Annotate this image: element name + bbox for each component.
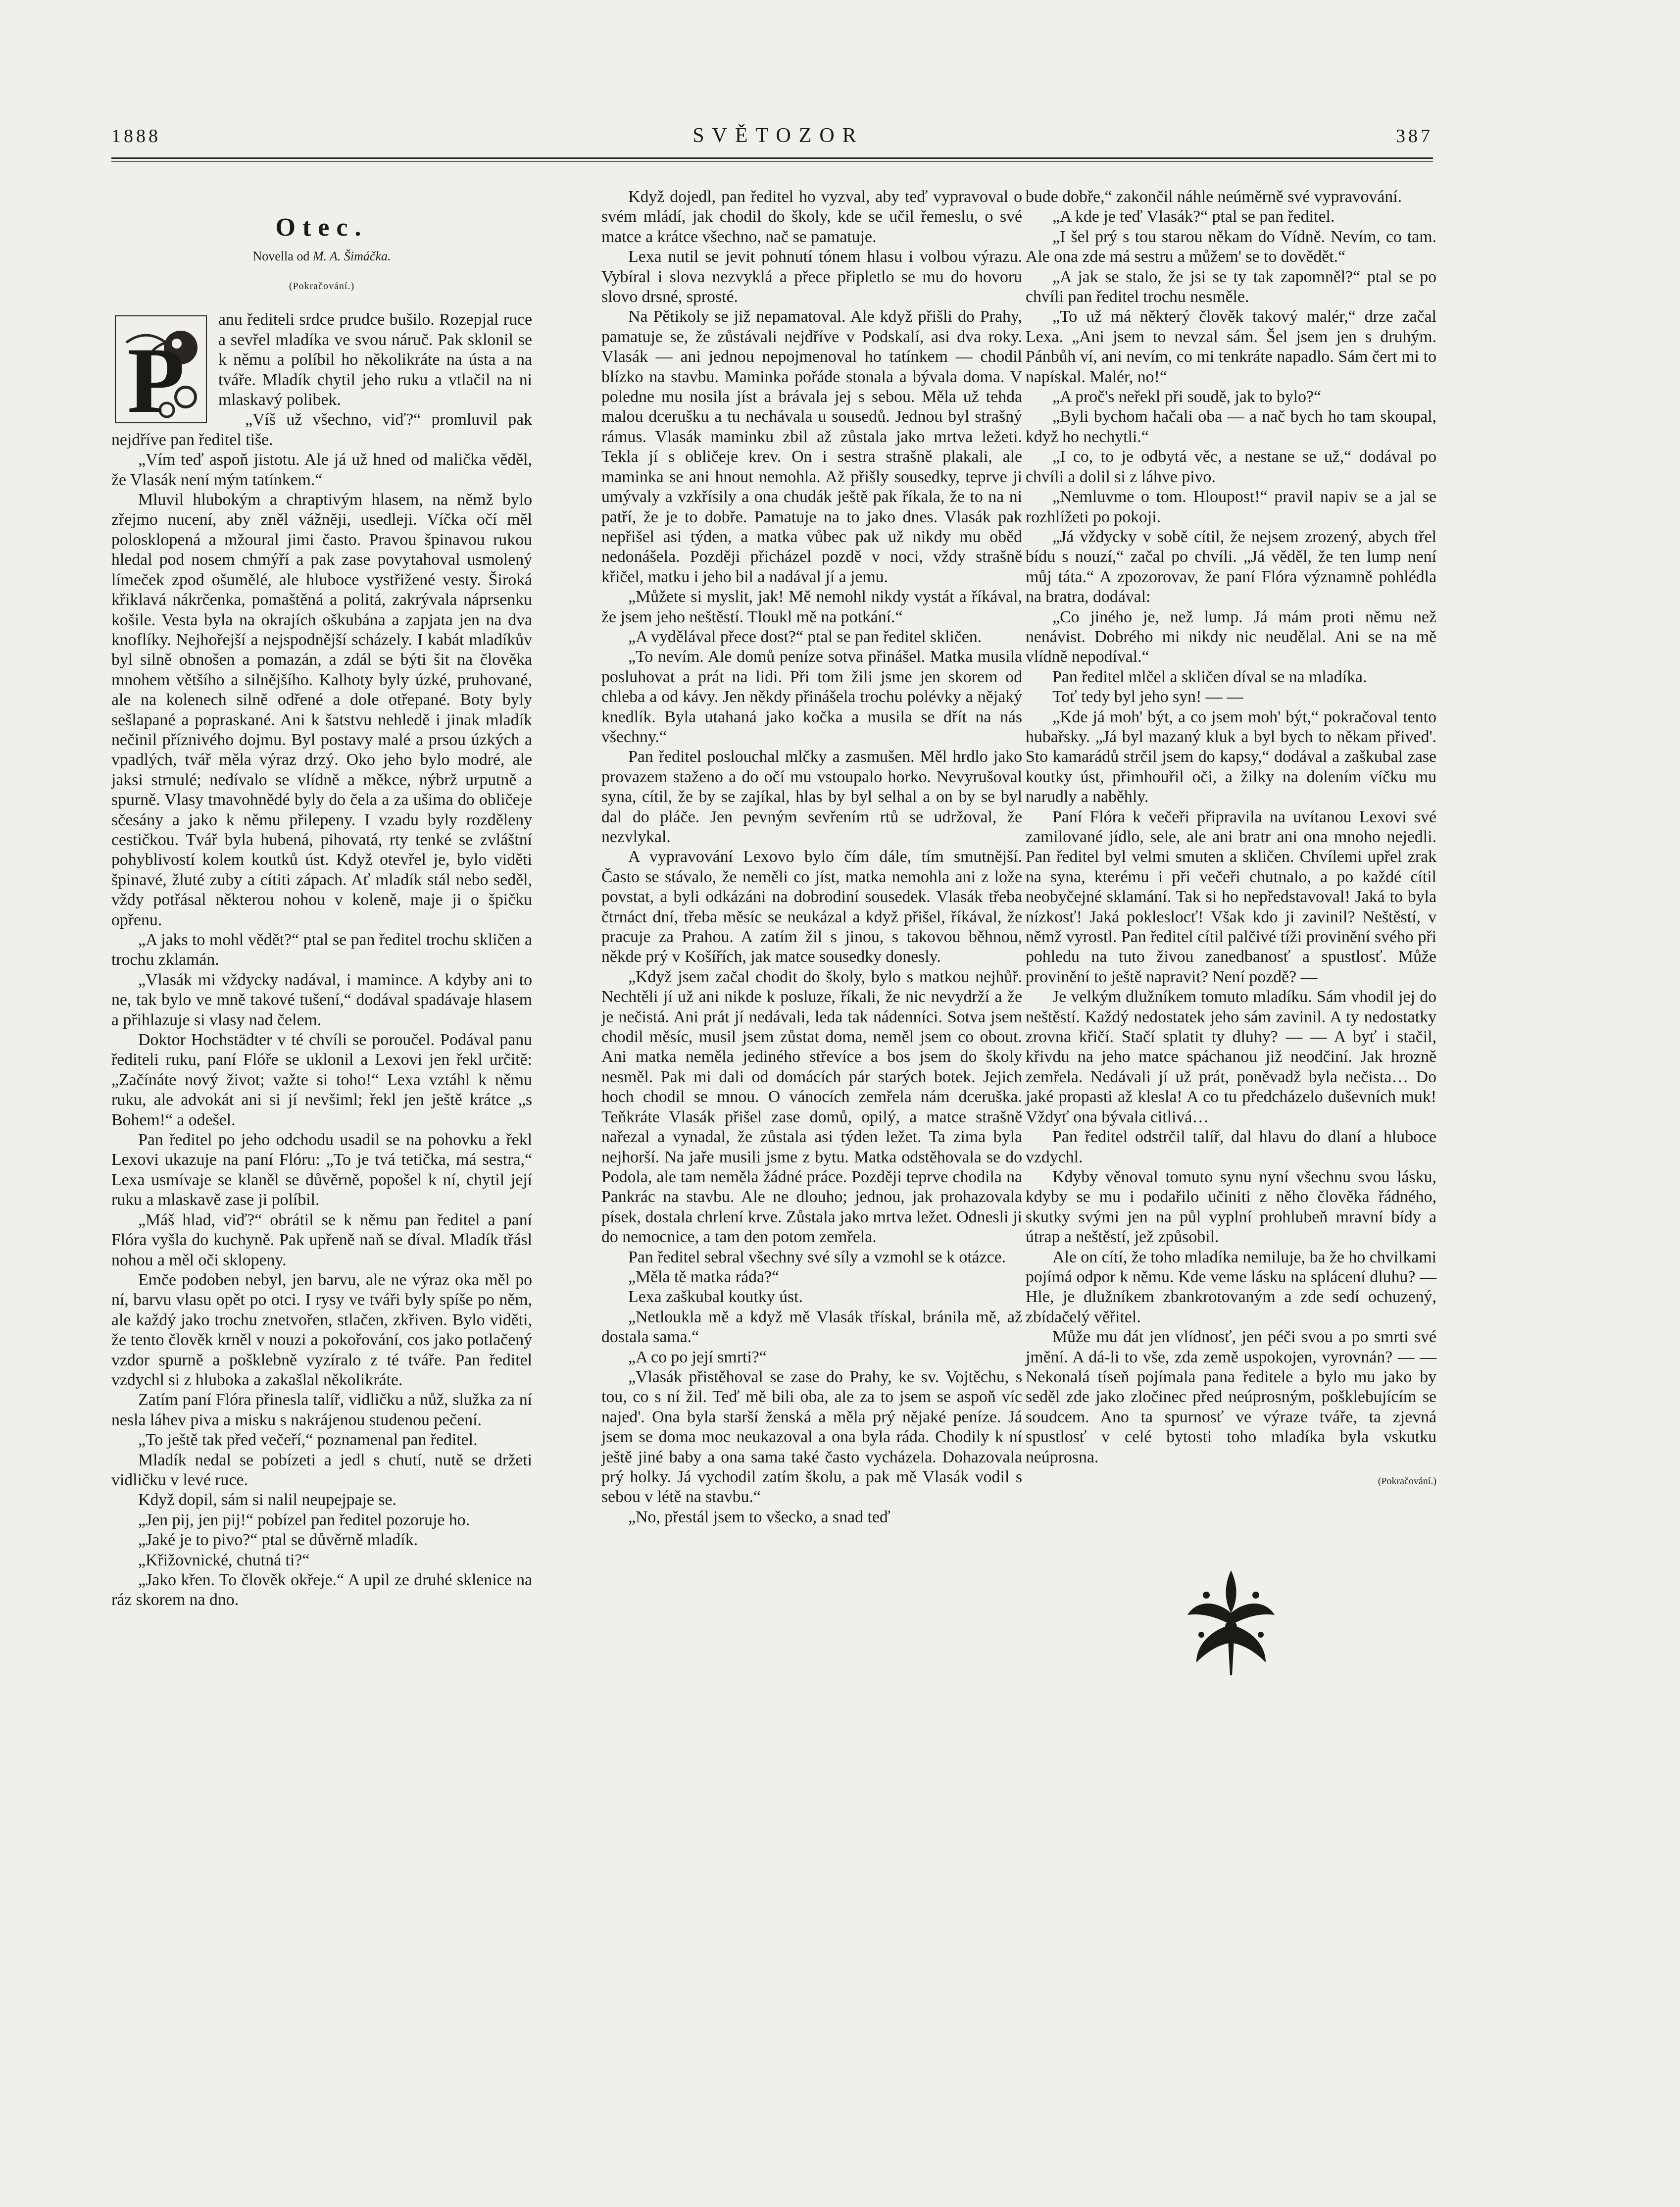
- paragraph: „To nevím. Ale domů peníze sotva přinášel. Matka musila posluhovat a prát na lidi. Při tom žili jsme jen skorem od chleba a od kávy. Jen někdy přinášela trochu polévky a nějaký knedlík. Byla utahaná jako kočka a musila se dřít na nás všechny.“: [601, 648, 1022, 746]
- paragraph: „I co, to je odbytá věc, a nestane se už,“ dodával po chvíli a dolil si z láhve pivo.: [1026, 448, 1436, 486]
- paragraph: Když dojedl, pan ředitel ho vyzval, aby teď vypravoval o svém mládí, jak chodil do školy, kde se učil řemeslu, o své matce a krátce všechno, nač se pamatuje.: [601, 188, 1022, 246]
- paragraph: „A vydělával přece dost?“ ptal se pan ředitel skličen.: [628, 627, 982, 646]
- paragraph: „Můžete si myslit, jak! Mě nemohl nikdy vystát a říkával, že jsem jeho neštěstí. Tloukl mě na potkání.“: [601, 588, 1022, 626]
- paragraph: „Víš už všechno, viď?“ promluvil pak nejdříve pan ředitel tiše.: [111, 410, 532, 449]
- fleuron-ornament-icon: [1177, 1565, 1285, 1679]
- paragraph: Ale on cítí, že toho mladíka nemiluje, ba že ho chvilkami pojímá odpor k němu. Kde veme lásku na splácení dluhu? — Hle, je dlužníkem zbankrotovaným a zde sedí ochuzený, zbídačelý věřitel.: [1026, 1248, 1436, 1326]
- column-2: [601, 187, 1022, 1527]
- paragraph: „I šel prý s tou starou někam do Vídně. Nevím, co tam. Ale ona zde má sestru a můžem' se to dovědět.“: [1026, 227, 1436, 266]
- header-rule-thin: [111, 161, 1433, 162]
- paragraph: Zatím paní Flóra přinesla talíř, vidličku a nůž, služka za ní nesla láhev piva a misku s nakrájenou studenou pečení.: [111, 1391, 532, 1429]
- paragraph: „Jaké je to pivo?“ ptal se důvěrně mladík.: [138, 1531, 418, 1550]
- paragraph: Emče podoben nebyl, jen barvu, ale ne výraz oka měl po ní, barvu vlasu opět po otci. I rysy ve tváři byly spíše po něm, ale každý jako trochu znetvořen, stlačen, zkřiven. Bylo viděti, že tento člověk krněl v nouzi a pokořování, cos jako potlačený vzdor spurně a pošklebně vyzíralo z té tváře. Pan ředitel vzdychl si z hluboka a zakašlal několikráte.: [111, 1270, 532, 1389]
- paragraph: Mladík nedal se pobízeti a jedl s chutí, nutě se držeti vidličku v levé ruce.: [111, 1451, 532, 1489]
- paragraph: „Kde já moh' být, a co jsem moh' být,“ pokračoval tento hubařsky. „Já byl mazaný kluk a byl bych to někam přived'. Sto kamarádů strčil jsem do kapsy,“ dodával a zaškubal zase koutky úst, přimhouřil oči, a žilky na dolením víčku mu narudly a naběhly.: [1026, 707, 1436, 806]
- dropcap-ornament-icon: [111, 313, 210, 427]
- header-rule: [111, 157, 1433, 159]
- paragraph: Pan ředitel poslouchal mlčky a zasmušen. Měl hrdlo jako provazem staženo a do očí mu vstoupalo horko. Nevyrušoval syna, cítil, že by se zajíkal, hlas by byl selhal a on by se byl dal do pláče. Jen pevným sevřením rtů se udržoval, že nezvlykal.: [601, 748, 1022, 846]
- paragraph: Mluvil hlubokým a chraptivým hlasem, na němž bylo zřejmo nucení, aby zněl vážněji, usedleji. Víčka očí měl polosklopená a mžoural jimi často. Pravou špinavou rukou hledal pod nosem chmýří a pak zase povytahoval usmolený límeček zpod ošumělé, ale hluboce vystřižené vesty. Široká křiklavá nákrčenka, pomaštěná a politá, zakrývala náprsenku košile. Vesta byla na okrajích oškubána a zapjata jen na dva knoflíky. Nejhořejší a nejspodnější scházely. I kabát mladíkův byl silně obnošen a pomazán, a zdál se býti šit na člověka mnohem většího a silnějšího. Kalhoty byly úzké, pruhované, ale na kolenech silně odřené a dole otřepané. Boty byly sešlapané a popraskané. Ani k šatstvu nehledě i jinak mladík nečinil příznivého dojmu. Byl postavy malé a prsou úzkých a vpadlých, tvář měla výraz drzý. Oko jeho bylo modré, ale jaksi strnulé; nedívalo se vlídně a měkce, nýbrž urputně a spurně. Vlasy tmavohnědé byly do čela a za ušima do obličeje sčesány a jako k němu přilepeny. I vzadu byly rozděleny cestičkou. Tvář byla hubená, pihovatá, rty tenké se zvláštní pohyblivostí kolem koutků úst. Když otevřel je, bylo viděti špinavé, žluté zuby a cítiti zápach. Ať mladík stál nebo seděl, vždy potřásal některou nohou v koleně, maje ji o špičku opřenu.: [111, 491, 532, 929]
- column-1: [111, 187, 532, 1610]
- paragraph: „Máš hlad, viď?“ obrátil se k němu pan ředitel a paní Flóra vyšla do kuchyně. Pak upřeně naň se díval. Mladík třásl nohou a měl oči sklopeny.: [111, 1210, 532, 1269]
- paragraph: „A proč's neřekl při soudě, jak to bylo?“: [1052, 388, 1322, 406]
- paragraph: Pan ředitel sebral všechny své síly a vzmohl se k otázce.: [628, 1248, 1006, 1266]
- dropcap-letter: P: [127, 329, 185, 427]
- paragraph: „Vlasák přistěhoval se zase do Prahy, ke sv. Vojtěchu, s tou, co s ní žil. Teď mě bili oba, ale za to jsem se aspoň víc najed'. Ona byla starší ženská a měla prý nějaké peníze. Já jsem se doma moc neukazoval a ona byla ráda. Chodily k ní ještě jiné baby a ona sama také často vycházela. Dohazovala prý holky. Já vychodil zatím školu, a pak mě Vlasák vodil s sebou v létě na stavbu.“: [601, 1367, 1022, 1506]
- paragraph: „A co po její smrti?“: [628, 1348, 767, 1366]
- story-title: Otec.: [275, 213, 368, 242]
- paragraph: „A jaks to mohl vědět?“ ptal se pan ředitel trochu skličen a trochu zklamán.: [111, 931, 532, 969]
- continued-note: (Pokračování.): [289, 281, 355, 292]
- paragraph: „Netloukla mě a když mě Vlasák třískal, bránila mě, až dostala sama.“: [601, 1307, 1022, 1347]
- paragraph: „Vlasák mi vždycky nadával, i mamince. A kdyby ani to ne, tak bylo ve mně takové tušení,“ dodával spadávaje hlasem a přihlazuje si vlasy nad čelem.: [111, 970, 532, 1029]
- paragraph: A vypravování Lexovo bylo čím dále, tím smutnější. Často se stávalo, že neměli co jíst, matka nemohla ani z lože povstat, a byli odkázáni na dobrodiní sousedek. Vlasák třeba čtrnáct dní, třeba měsíc se neukázal a když přišel, říkával, že pracuje za Prahou. A zatím žil s jinou, s takovou běhnou, někde prý v Košířích, jak matce sousedky donesly.: [601, 848, 1022, 966]
- paragraph: Doktor Hochstädter v té chvíli se poroučel. Podával panu řediteli ruku, paní Flóře se uklonil a Lexovi jen řekl určitě: „Začínáte nový život; važte si toho!“ Lexa vztáhl k němu ruku, ale advokát ani si jí nevšiml; řekl jen ještě krátce „s Bohem!“ a odešel.: [111, 1031, 532, 1129]
- paragraph: Lexa nutil se jevit pohnutí tónem hlasu i volbou výrazu. Vybíral i slova nezvyklá a přece připletlo se mu do hovoru slovo drsné, sprosté.: [601, 248, 1022, 306]
- paragraph: „Já vždycky v sobě cítil, že nejsem zrozený, abych třel bídu s nouzí,“ začal po chvíli. „Já věděl, že ten lump není můj táta.“ A zpozorovav, že paní Flóra významně pohlédla na bratra, dodával:: [1026, 527, 1436, 606]
- paragraph: Toť tedy byl jeho syn! — —: [1052, 688, 1243, 706]
- paragraph: „No, přestál jsem to všecko, a snad teď: [628, 1507, 890, 1526]
- paragraph: „Byli bychom hačali oba — a nač bych ho tam skoupal, když ho nechytli.“: [1026, 407, 1436, 446]
- paragraph: Na Pětikoly se již nepamatoval. Ale když přišli do Prahy, pamatuje se, že zůstávali nejdříve v Podskalí, asi dva roky. Vlasák — ani jednou nepojmenoval ho tatínkem — chodil blízko na stavbu. Maminka pořáde stonala a bývala doma. V poledne mu nosila jíst a brávala jej s sebou. Měla už tehda malou dcerušku a tu nechávala u sousedů. Jednou byl strašný rámus. Vlasák maminku zbil až zůstala jako mrtva ležeti. Tekla jí s obličeje krev. On i sestra strašně plakali, ale maminka se ani hnout nemohla. Až přišly sousedky, teprve ji umývaly a vzkřísily a ona chudák ještě pak říkala, že to na ni patří, že je to dobře. Pamatuje na to jako dnes. Vlasák pak nepřišel asi týden, a matka vůbec pak už nikdy mu oběd nedonášela. Později přicházel pozdě v noci, vždy strašně křičel, matku i jeho bil a nadával jí a jemu.: [601, 307, 1022, 586]
- paragraph: „Jen pij, jen pij!“ pobízel pan ředitel pozoruje ho.: [138, 1510, 470, 1529]
- paragraph: „Nemluvme o tom. Hloupost!“ pravil napiv se a jal se rozhlížeti po pokoji.: [1026, 488, 1436, 526]
- byline-author: M. A. Šimáčka.: [312, 249, 391, 263]
- paragraph: „Když jsem začal chodit do školy, bylo s matkou nejhůř. Nechtěli jí už ani nikde k posluze, říkali, že nic nevydrží a že je nečistá. Ani prát jí nedávali, leda tak nádenníci. Sotva jsem chodil měsíc, musil jsem zůstat doma, neměl jsem co obout. Ani matka neměla jediného střevíce a bos jsem do školy nesměl. Pak mi dali od domácích pár starých botek. Jejich hoch chodil se mnou. O vánocích zemřela nám dceruška. Teňkráte Vlasák přišel zase domů, opilý, a matce strašně nařezal a vynadal, že zůstala asi týden ležet. Ta zima byla nejhorší. Na jaře musili jsme z bytu. Matka odstěhovala se do Podola, ale tam neměla žádné práce. Později teprve chodila na Pankrác na stavbu. Ale ne dlouho; jednou, jak prohazovala písek, dostala chrlení krve. Zůstala jako mrtva ležet. Odnesli ji do nemocnice, a tam den potom zemřela.: [601, 967, 1022, 1247]
- paragraph: Lexa zaškubal koutky úst.: [628, 1288, 803, 1306]
- column-3: [1026, 187, 1436, 1679]
- paragraph: Když dopil, sám si nalil neupejpaje se.: [138, 1491, 396, 1509]
- paragraph: Kdyby věnoval tomuto synu nyní všechnu svou lásku, kdyby se mu i podařilo učiniti z něho člověka řádného, skutky svými jen na půl vyplní prohlubeň mravní bídy a útrap a neštěstí, jež způsobil.: [1026, 1167, 1436, 1247]
- page-header: [111, 124, 1433, 153]
- story-byline: [111, 248, 532, 265]
- paragraph: „A kde je teď Vlasák?“ ptal se pan ředitel.: [1052, 207, 1335, 226]
- paragraph: Paní Flóra k večeři připravila na uvítanou Lexovi své zamilované jídlo, sele, ale ani bratr ani ona mnoho nejedli. Pan ředitel byl velmi smuten a skličen. Chvílemi upřel zrak na syna, kterému i při večeři chutnalo, a po každé cítil neobyčejné sklamání. Tak si ho nepředstavoval! Jaká to byla nízkosť! Jaká poklesloсť! Však kdo ji zavinil? Neštěstí, v němž vyrostl. Pan ředitel cítil palčivé tíži provinění svého při pohledu na tuto živou zanedbanosť a spustlosť. Může provinění to ještě napravit? Není pozdě? —: [1026, 807, 1436, 986]
- paragraph: bude dobře,“ zakončil náhle neúměrně své vypravování.: [1026, 188, 1402, 206]
- paragraph: Může mu dát jen vlídnosť, jen péči svou a po smrti své jmění. A dá-li to vše, zda země uspokojen, vyrovnán? — — Nekonalá tíseň pojímala pana ředitele a bylo mu jako by seděl zde jako zločinec před neúprosným, pošklebujícím se soudcem. Ano ta spurnosť ve výraze tváře, ta zjevná spustlosť v celé bytosti toho mladíka byla vskutku neúprosna.: [1026, 1328, 1436, 1466]
- paragraph: „Vím teď aspoň jistotu. Ale já už hned od malička věděl, že Vlasák není mým tatínkem.“: [111, 451, 532, 489]
- paragraph: „To už má některý člověk takový malér,“ drze začal Lexa. „Ani jsem to nevzal sám. Šel jsem jen s druhým. Pánbůh ví, ani nevím, co mi tenkráte napadlo. Sám čert mi to napískal. Malér, no!“: [1026, 307, 1436, 386]
- paragraph: Pan ředitel mlčel a skličen díval se na mladíka.: [1052, 667, 1367, 686]
- continued-end-note: (Pokračování.): [1378, 1476, 1436, 1487]
- paragraph: „Co jiného je, než lump. Já mám proti němu než nenávist. Dobrého mi nikdy nic neudělal. Ani se na mě vlídně nepodíval.“: [1026, 607, 1436, 666]
- paragraph: Pan ředitel po jeho odchodu usadil se na pohovku a řekl Lexovi ukazuje na paní Flóru: „To je tvá tetička, má sestra,“ Lexa usmívaje se klaněl se důvěrně, popošel k ní, chytil její ruku a mlaskavě zase ji políbil.: [111, 1131, 532, 1209]
- header-page-number: 387: [1395, 126, 1433, 147]
- paragraph: „Jako křen. To člověk okřeje.“ A upil ze druhé sklenice na ráz skorem na dno.: [111, 1571, 532, 1609]
- paragraph: Pan ředitel odstrčil talíř, dal hlavu do dlaní a hluboce vzdychl.: [1026, 1128, 1436, 1166]
- paragraph: „To ještě tak před večeří,“ poznamenal pan ředitel.: [138, 1431, 478, 1450]
- paragraph: „Křižovnické, chutná ti?“: [138, 1551, 310, 1569]
- header-year: 1888: [111, 126, 161, 147]
- paragraph: Je velkým dlužníkem tomuto mladíku. Sám vhodil jej do neštěstí. Každý nedostatek jeho sám zavinil. A ty nedostatky zrovna křičí. Stačí splatit ty dluhy? — — A byť i stačil, křivdu na jeho matce spáchanou již neodčiní. Jak hrozně zemřela. Nedávali jí už prát, poněvadž byla nečista… Do jaké propasti až klesla! A co tu předcházelo duševních muk! Vždyť ona bývala citlivá…: [1026, 988, 1436, 1126]
- paragraph: „A jak se stalo, že jsi se ty tak zapomněl?“ ptal se po chvíli pan ředitel trochu nesměle.: [1026, 267, 1436, 306]
- header-title: SVĚTOZOR: [692, 124, 864, 147]
- paragraph: anu řediteli srdce prudce bušilo. Rozepjal ruce a sevřel mladíka ve svou náruč. Pak sklonil se k němu a políbil ho několikráte na ústa a na tváře. Mladík chytil jeho ruku a vtlačil na ni mlaskavý polibek.: [218, 310, 532, 409]
- paragraph: „Měla tě matka ráda?“: [628, 1267, 779, 1286]
- byline-prefix: Novella od: [252, 249, 310, 263]
